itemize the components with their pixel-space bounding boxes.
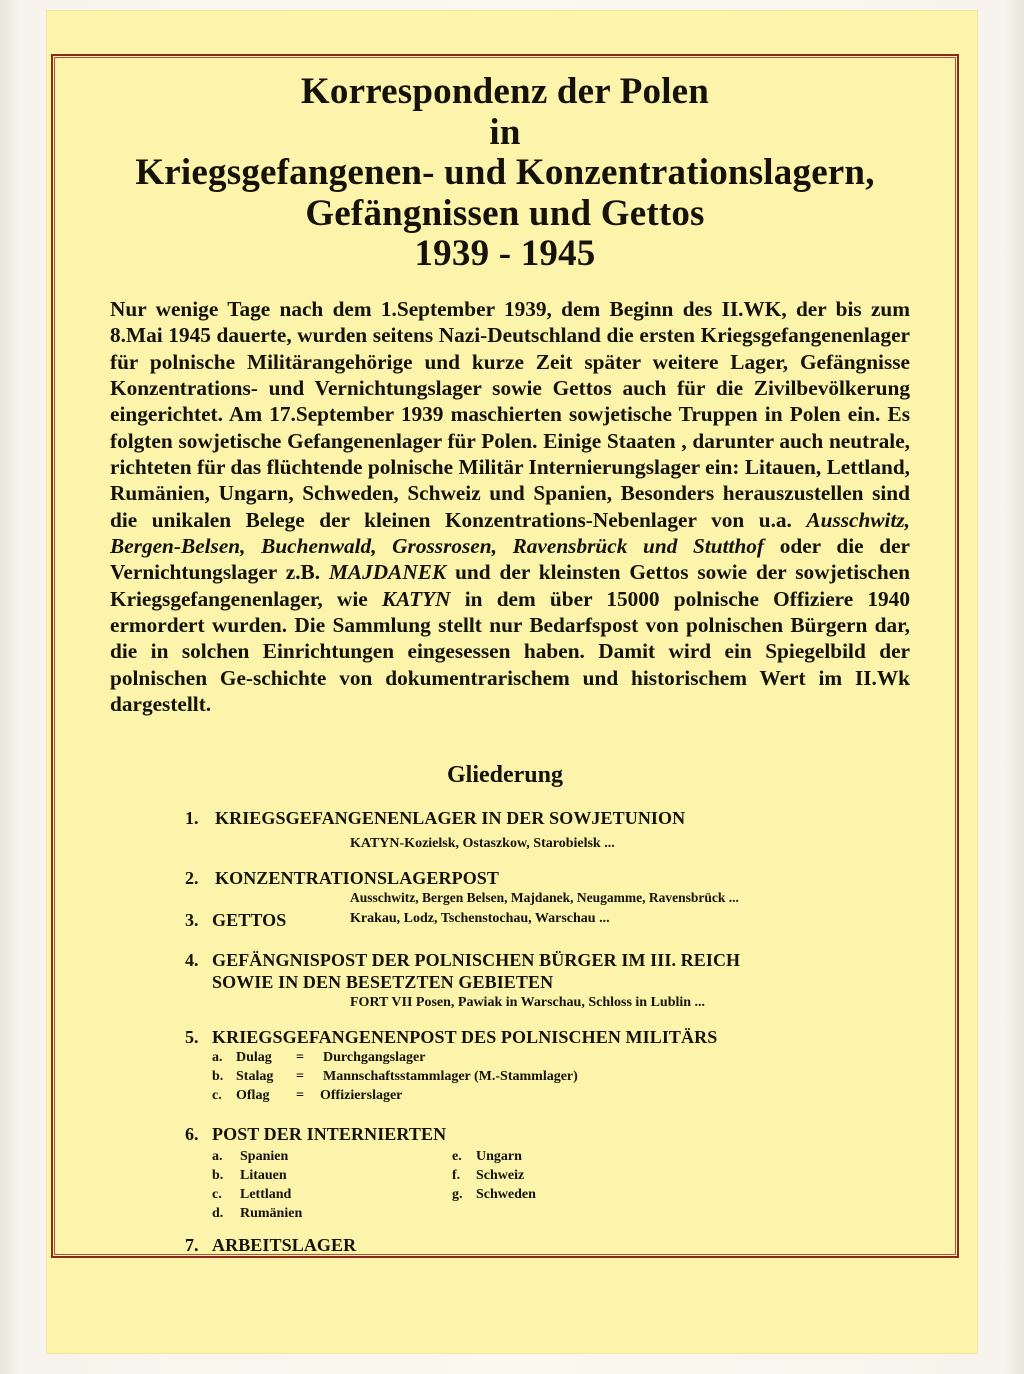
title-line-3: Kriegsgefangenen- und Konzentrationslagern,	[135, 152, 875, 193]
section-6a-letter: a.	[212, 1149, 223, 1164]
section-6c-letter: c.	[212, 1187, 222, 1202]
section-7-title: ARBEITSLAGER	[212, 1235, 357, 1255]
section-5c-term: Oflag	[236, 1088, 270, 1103]
camps-italic: Ausschwitz, Bergen-Belsen, Buchenwald, Grossrosen, Ravensbrück und Stutthof	[110, 507, 910, 559]
section-5c-equals: =	[296, 1088, 304, 1103]
section-6b-letter: b.	[212, 1168, 224, 1183]
section-6g-country: Schweden	[476, 1187, 536, 1202]
section-5b-letter: b.	[212, 1069, 224, 1084]
section-6b-country: Litauen	[240, 1168, 287, 1183]
section-1-detail: KATYN-Kozielsk, Ostaszkow, Starobielsk ...	[350, 836, 615, 851]
section-5a-letter: a.	[212, 1050, 223, 1065]
section-4-title-line-2: SOWIE IN DEN BESETZTEN GEBIETEN	[212, 972, 554, 992]
section-4-title-line-1: GEFÄNGNISPOST DER POLNISCHEN BÜRGER IM III. REICH	[212, 950, 741, 970]
title-line-1: Korrespondenz der Polen	[300, 71, 710, 112]
intro-text-4: in dem über 15000 polnische Offiziere 1940 ermordert wurden. Die Sammlung stellt nur Bedarfspost von polnischen Bürgern dar, die in solchen Einrichtungen eingesessen haben. Damit wird ein Spiegelbild der polnischen Ge-schichte von dokumentrarischem und historischem Wert im II.Wk dargestellt.	[110, 586, 910, 717]
section-6e-letter: e.	[452, 1149, 462, 1164]
section-6e-country: Ungarn	[476, 1149, 522, 1164]
title-line-5: 1939 - 1945	[414, 233, 596, 274]
section-1-title: KRIEGSGEFANGENENLAGER IN DER SOWJETUNION	[215, 808, 686, 828]
section-3-title: GETTOS	[212, 910, 287, 930]
intro-text-1: Nur wenige Tage nach dem 1.September 1939, dem Beginn des II.WK, der bis zum 8.Mai 1945 dauerte, wurden seitens Nazi-Deutschland die ersten Kriegsgefangenenlager für polnische Militärangehörige und kurze Zeit später weitere Lager, Gefängnisse Konzentrations- und Vernichtungslager sowie Gettos auch für die Zivilbevölkerung eingerichtet. Am 17.September 1939 maschierten sowjetische Truppen in Polen ein. Es folgten sowjetische Gefangenenlager für Polen. Einige Staaten , darunter auch neutrale, richteten für das flüchtende polnische Militär Internierungslager ein: Litauen, Lettland, Rumänien, Ungarn, Schweden, Schweiz und Spanien, Besonders herauszustellen sind die unikalen Belege der kleinen Konzentrations-Nebenlager von u.a.	[110, 297, 910, 532]
majdanek-italic: MAJDANEK	[328, 560, 447, 585]
section-2-title: KONZENTRATIONSLAGERPOST	[215, 868, 500, 888]
document-title	[51, 72, 959, 275]
section-5c-definition: Offizierslager	[320, 1088, 403, 1103]
intro-text-3: und der kleinsten Gettos sowie der sowjetischen Kriegsgefangenenlager, wie	[110, 560, 911, 611]
section-3-detail: Krakau, Lodz, Tschenstochau, Warschau ...	[350, 911, 610, 926]
section-5b-definition: Mannschaftsstammlager (M.-Stammlager)	[323, 1069, 578, 1084]
intro-text-2: oder die der Vernichtungslager z.B.	[110, 534, 910, 585]
section-3-number: 3.	[185, 910, 199, 930]
section-6f-country: Schweiz	[476, 1168, 525, 1183]
section-5c-letter: c.	[212, 1088, 222, 1103]
section-6d-country: Rumänien	[240, 1206, 303, 1221]
section-6f-letter: f.	[452, 1168, 461, 1183]
title-line-2: in	[489, 111, 521, 153]
gliederung-heading: Gliederung	[446, 762, 563, 788]
section-2-number: 2.	[185, 868, 199, 888]
section-4-detail: FORT VII Posen, Pawiak in Warschau, Schloss in Lublin ...	[350, 995, 706, 1010]
section-2-detail: Ausschwitz, Bergen Belsen, Majdanek, Neugamme, Ravensbrück ...	[350, 890, 739, 905]
title-line-4: Gefängnissen und Gettos	[305, 192, 705, 234]
section-5a-equals: =	[296, 1050, 304, 1065]
section-7-number: 7.	[185, 1235, 199, 1255]
section-5-title: KRIEGSGEFANGENENPOST DES POLNISCHEN MILITÄRS	[212, 1027, 718, 1047]
section-6-title: POST DER INTERNIERTEN	[212, 1124, 447, 1144]
section-6c-country: Lettland	[240, 1187, 292, 1202]
section-6g-letter: g.	[452, 1187, 463, 1202]
katyn-italic: KATYN	[381, 586, 451, 611]
section-5a-term: Dulag	[236, 1050, 272, 1065]
intro-paragraph	[110, 296, 910, 718]
section-6a-country: Spanien	[240, 1149, 289, 1164]
section-4-number: 4.	[185, 950, 199, 970]
section-1-number: 1.	[185, 808, 199, 828]
section-5a-definition: Durchgangslager	[323, 1050, 426, 1065]
section-5-number: 5.	[185, 1027, 199, 1047]
section-6-number: 6.	[185, 1124, 199, 1144]
section-5b-term: Stalag	[236, 1069, 274, 1084]
section-5b-equals: =	[296, 1069, 304, 1084]
section-6d-letter: d.	[212, 1206, 224, 1221]
